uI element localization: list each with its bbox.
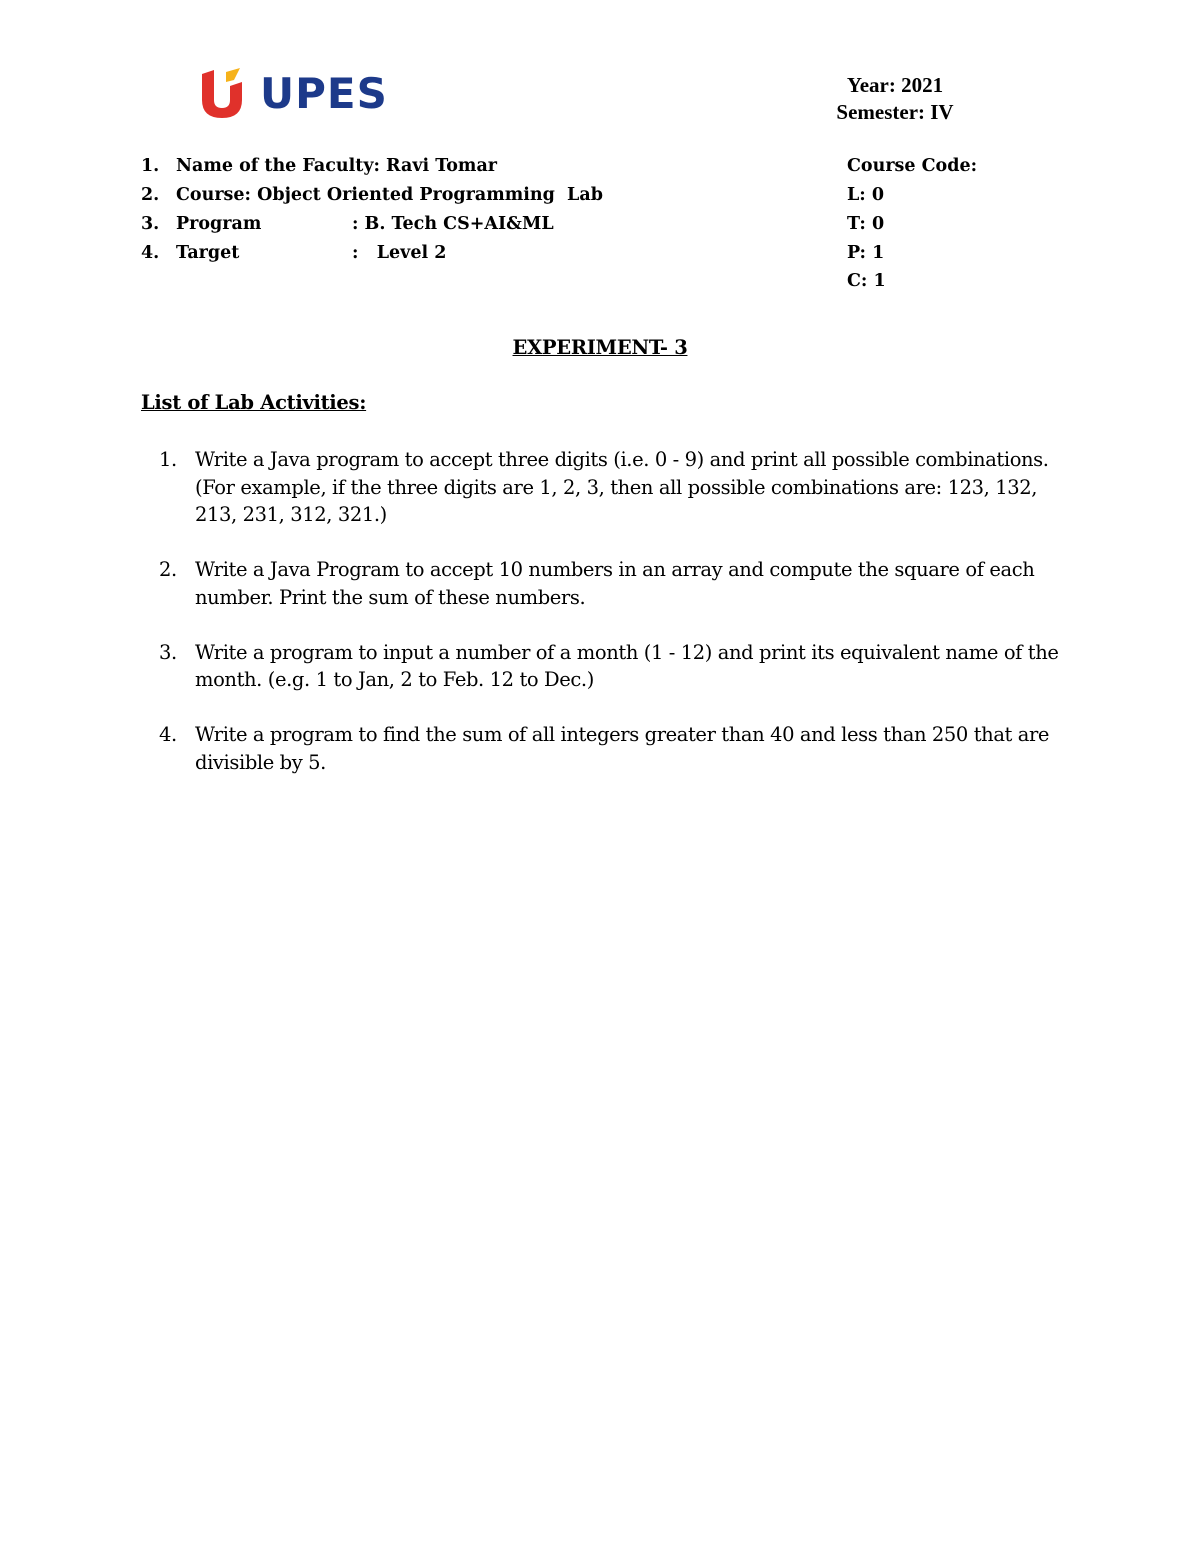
lab-activities-heading: List of Lab Activities:	[141, 391, 367, 414]
upes-logo-icon	[200, 68, 244, 120]
meta-item-number: 2.	[141, 185, 160, 205]
meta-item-number: 3.	[141, 214, 160, 234]
activity-text: Write a Java Program to accept 10 numbers in an array and compute the square of each number. Print the sum of these numbers.	[195, 558, 1035, 609]
list-item	[159, 556, 1079, 611]
activity-text: Write a Java program to accept three digits (i.e. 0 - 9) and print all possible combinations. (For example, if the three digits are 1, 2, 3, then all possible combinations are: 123, 132, 213, 231, 312, 321.)	[195, 448, 1049, 526]
activity-number: 1.	[159, 448, 177, 471]
target-label: Target	[176, 243, 240, 263]
course-name: Course: Object Oriented Programming Lab	[176, 185, 603, 205]
upes-logo	[200, 68, 388, 120]
semester-label: Semester: IV	[836, 100, 954, 124]
meta-item-target	[141, 239, 861, 268]
tutorial-credits: T: 0	[847, 214, 885, 234]
meta-item-faculty	[141, 152, 861, 181]
list-item	[159, 639, 1079, 694]
course-meta-list	[141, 152, 861, 268]
activity-text: Write a program to find the sum of all integers greater than 40 and less than 250 that are divisible by 5.	[195, 723, 1050, 774]
meta-item-program	[141, 210, 861, 239]
course-credits	[847, 152, 1067, 294]
activity-text: Write a program to input a number of a month (1 - 12) and print its equivalent name of the month. (e.g. 1 to Jan, 2 to Feb. 12 to Dec.)	[195, 640, 1059, 691]
list-item	[159, 721, 1079, 776]
list-item	[159, 446, 1079, 529]
activity-number: 4.	[159, 723, 177, 746]
program-value: : B. Tech CS+AI&ML	[352, 214, 554, 234]
course-code-label: Course Code:	[847, 156, 978, 176]
practical-credits: P: 1	[847, 243, 885, 263]
meta-item-number: 1.	[141, 156, 160, 176]
activity-number: 3.	[159, 640, 177, 664]
target-value: : Level 2	[352, 243, 447, 263]
faculty-name: Name of the Faculty: Ravi Tomar	[176, 156, 497, 176]
meta-item-course	[141, 181, 861, 210]
lecture-credits: L: 0	[847, 185, 885, 205]
program-label: Program	[176, 214, 262, 234]
logo-text: UPES	[260, 69, 388, 118]
lab-activities-list	[159, 446, 1079, 804]
year-semester-block	[820, 72, 970, 126]
experiment-title: EXPERIMENT- 3	[512, 336, 688, 359]
meta-item-number: 4.	[141, 243, 160, 263]
activity-number: 2.	[159, 558, 177, 581]
total-credits: C: 1	[847, 271, 886, 291]
year-label: Year: 2021	[846, 73, 944, 97]
